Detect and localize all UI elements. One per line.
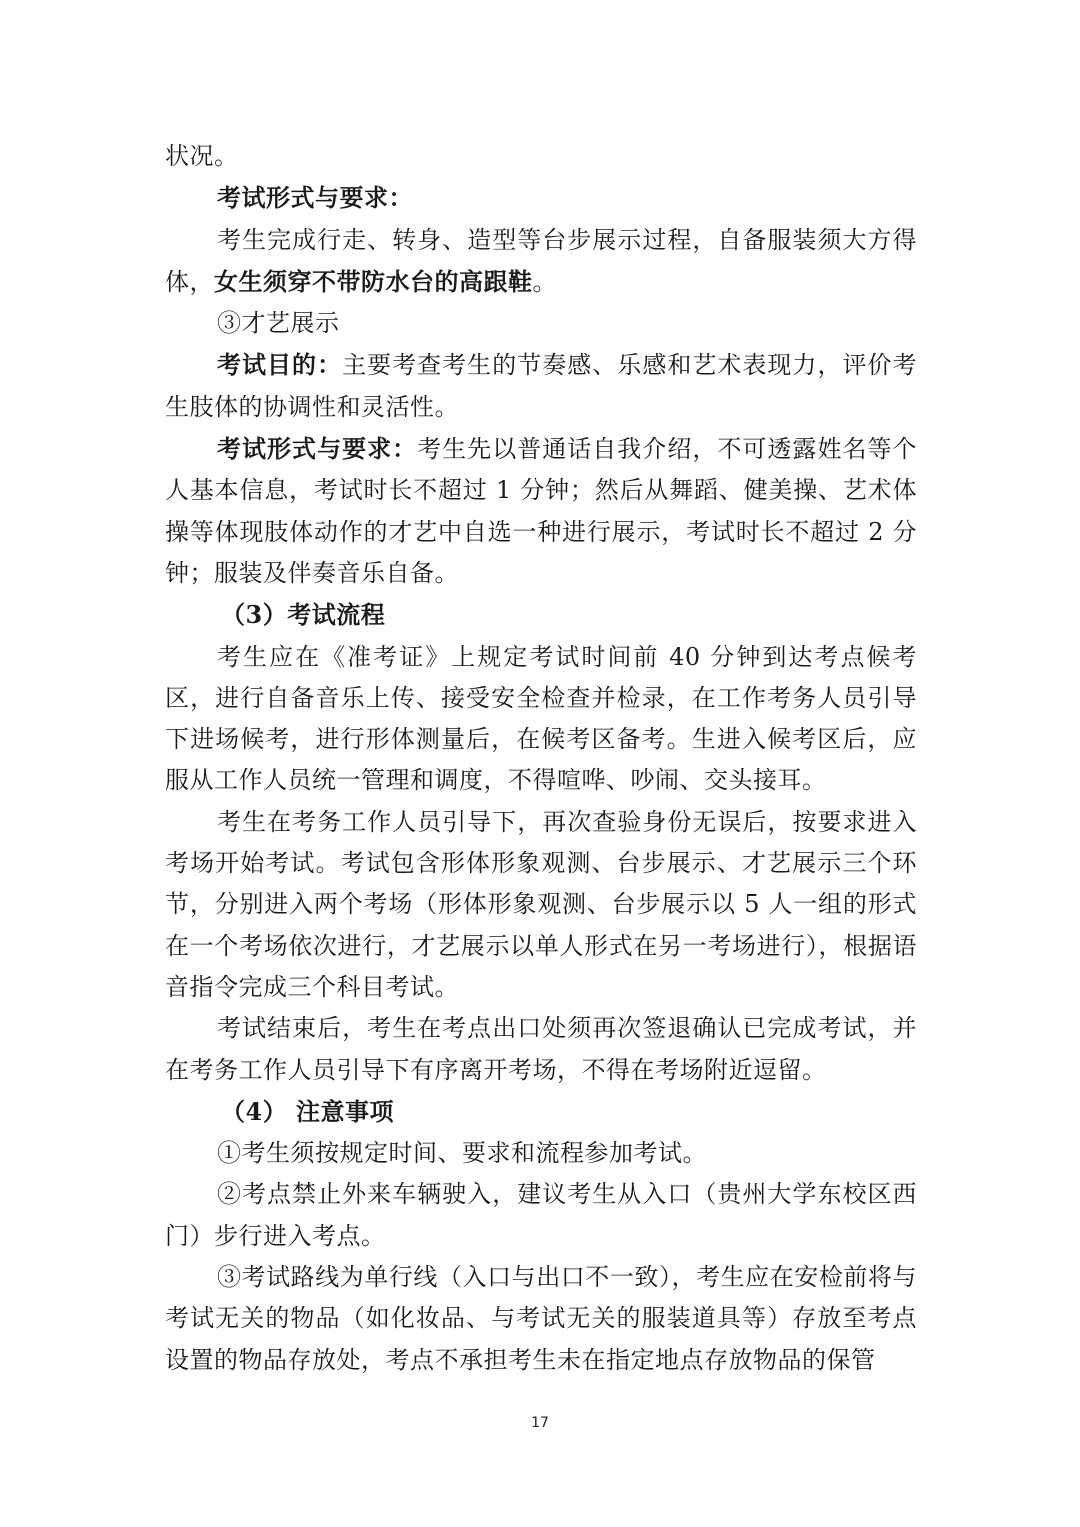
page-number: 17: [531, 1415, 549, 1431]
heading-text: 考试形式与要求：: [217, 183, 413, 213]
heading-exam-format: [165, 177, 917, 219]
paragraph-exam-purpose: [165, 344, 917, 428]
document-body: [165, 136, 917, 1381]
paragraph-note-3: [165, 1257, 917, 1381]
paragraph-exam-rooms: [165, 802, 917, 1008]
heading-notes: [165, 1091, 917, 1133]
inline-heading: 考试形式与要求：: [217, 434, 418, 464]
inline-heading: 考试目的：: [217, 350, 343, 380]
heading-text: （4） 注意事项: [221, 1096, 395, 1126]
paragraph-arrival: [165, 637, 917, 802]
paragraph-text: 状况。: [165, 142, 239, 170]
paragraph-text: 。: [532, 267, 557, 296]
paragraph-text: ③考试路线为单行线（入口与出口不一致），考生应在安检前将与考试无关的物品（如化妆品、与考试无关的服装道具等）存放至考点设置的物品存放处，考点不承担考生未在指定地点存放物品的保管: [165, 1263, 917, 1374]
paragraph-text: 考生完成行走、转身、造型等台步展示过程，自备服装须大方得体，: [165, 225, 917, 296]
bold-requirement-text: 女生须穿不带防水台的高跟鞋: [214, 266, 533, 296]
paragraph-text: 考试结束后，考生在考点出口处须再次签退确认已完成考试，并在考务工作人员引导下有序离开考场，不得在考场附近逗留。: [165, 1014, 917, 1084]
paragraph-text: 考生先以普通话自我介绍，不可透露姓名等个人基本信息，考试时长不超过 1 分钟；然后从舞蹈、健美操、艺术体操等体现肢体动作的才艺中自选一种进行展示，考试时长不超过 2 分钟；服装及伴奏音乐自备。: [165, 435, 918, 587]
paragraph-talent-format: [165, 428, 917, 594]
paragraph-note-2: [165, 1174, 917, 1257]
paragraph-text: 考生在考务工作人员引导下，再次查验身份无误后，按要求进入考场开始考试。考试包含形体形象观测、台步展示、才艺展示三个环节，分别进入两个考场（形体形象观测、台步展示以 5 人一组的形式在一个考场依次进行，才艺展示以单人形式在另一考场进行），根据语音指令完成三个科目考试。: [165, 807, 917, 1001]
heading-exam-process: [165, 594, 917, 636]
paragraph-note-1: [165, 1133, 917, 1174]
paragraph-exam-end: [165, 1008, 917, 1091]
heading-text: （3）考试流程: [221, 600, 386, 630]
heading-talent-show: [165, 303, 917, 344]
paragraph-text: 考生应在《准考证》上规定考试时间前 40 分钟到达考点候考区，进行自备音乐上传、接受安全检查并检录，在工作考务人员引导下进场候考，进行形体测量后，在候考区备考。生进入候考区后，应服从工作人员统一管理和调度，不得喧哗、吵闹、交头接耳。: [165, 642, 917, 795]
paragraph-runway: [165, 220, 917, 304]
paragraph-text: ②考点禁止外来车辆驶入，建议考生从入口（贵州大学东校区西门）步行进入考点。: [165, 1180, 917, 1250]
heading-text: ③才艺展示: [217, 309, 340, 338]
paragraph-text: 主要考查考生的节奏感、乐感和艺术表现力，评价考生肢体的协调性和灵活性。: [165, 351, 917, 421]
paragraph-text: ①考生须按规定时间、要求和流程参加考试。: [217, 1139, 707, 1168]
paragraph-status: [165, 136, 917, 177]
